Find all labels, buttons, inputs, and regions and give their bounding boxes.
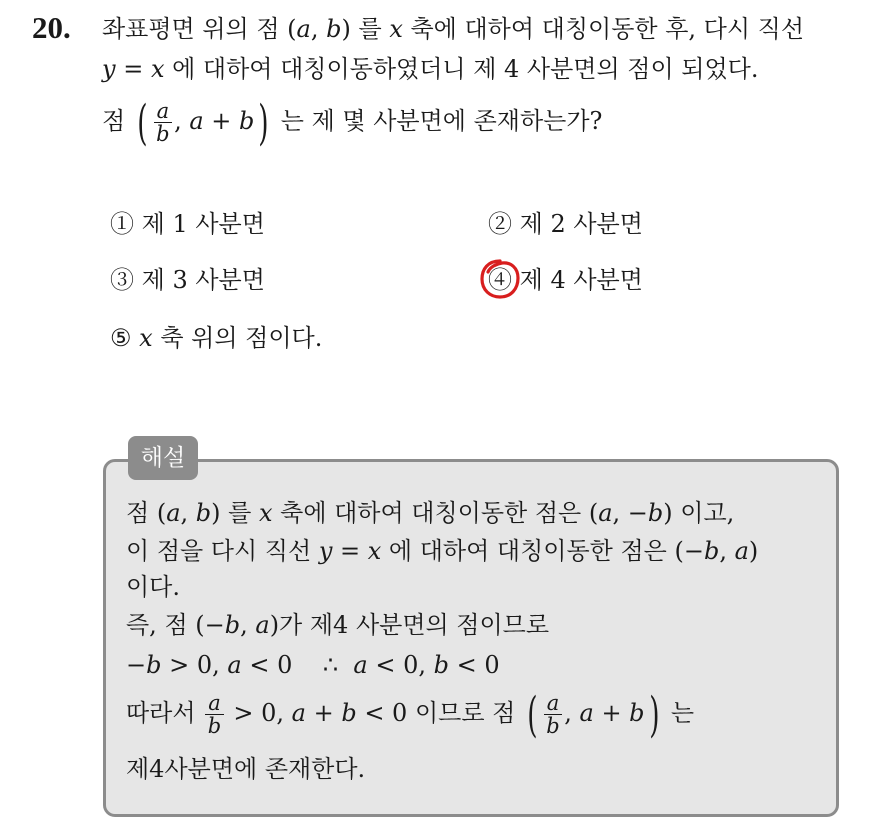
answer-circle-mark [478, 257, 522, 301]
solution-line-2 [126, 534, 758, 568]
solution-text: 점 ( [126, 499, 167, 527]
question-text: 좌표평면 위의 점 ( [102, 15, 297, 43]
question-line-3 [102, 94, 603, 151]
fraction [544, 692, 563, 737]
solution-line-3: 이다. [126, 573, 180, 601]
left-paren: ( [527, 686, 538, 743]
choice-marker: ① [110, 210, 134, 238]
var-b: b [195, 499, 212, 527]
var-b: b [433, 651, 449, 679]
fraction [205, 692, 224, 737]
question-text: 축에 대하여 대칭이동한 후, 다시 직선 [402, 15, 805, 43]
choice-label: 제 2 사분면 [519, 210, 643, 238]
choice-marker: ② [488, 210, 512, 238]
left-paren: ( [137, 94, 148, 151]
solution-text: , − [612, 499, 648, 527]
solution-text: 축에 대하여 대칭이동한 점은 ( [272, 499, 599, 527]
solution-text: < 0 이므로 점 [356, 699, 516, 727]
var-a: a [296, 15, 311, 43]
var-x: x [367, 537, 382, 565]
comma: , [174, 107, 190, 135]
question-text: 는 제 몇 사분면에 존재하는가? [280, 107, 603, 135]
solution-text: < 0 [448, 651, 500, 679]
choice-label: 제 1 사분면 [141, 210, 265, 238]
solution-line-4 [126, 608, 549, 642]
var-y: y [318, 537, 333, 565]
expression: a + b [291, 699, 357, 727]
var-y: y [102, 55, 116, 83]
solution-line-7: 제4사분면에 존재한다. [126, 755, 366, 783]
expression: a + b [189, 107, 255, 135]
question-text: ) 를 [341, 15, 390, 43]
expression: a + b [579, 699, 645, 727]
solution-text: 에 대하여 대칭이동한 점은 (− [381, 537, 704, 565]
fraction-denominator: b [546, 714, 560, 738]
solution-text: ) 이고, [663, 499, 735, 527]
solution-text: )가 제4 사분면의 점이므로 [269, 611, 550, 639]
solution-text: < 0 ∴ [241, 651, 354, 679]
var-b: b [703, 537, 720, 565]
solution-text: ) 를 [211, 499, 259, 527]
comma: , [564, 699, 580, 727]
solution-text: 따라서 [126, 699, 196, 727]
var-b: b [647, 499, 664, 527]
choice-label: 제 4 사분면 [519, 266, 643, 294]
var-x: x [150, 55, 165, 83]
solution-line-5 [126, 648, 500, 682]
question-line-2 [102, 52, 758, 86]
choice-2[interactable] [488, 208, 643, 240]
solution-text: 즉, 점 (− [126, 611, 225, 639]
solution-text: 는 [670, 699, 695, 727]
solution-line-6 [126, 686, 695, 743]
question-line-1 [102, 12, 804, 46]
solution-text: < 0, [367, 651, 434, 679]
var-x: x [258, 499, 273, 527]
var-a: a [353, 651, 368, 679]
fraction [154, 100, 173, 145]
solution-text: > 0, [225, 699, 292, 727]
comma: , [240, 611, 256, 639]
var-b: b [146, 651, 162, 679]
right-paren: ) [648, 686, 660, 743]
fraction-numerator: a [154, 100, 173, 123]
fraction-denominator: b [156, 122, 170, 146]
var-b: b [224, 611, 241, 639]
fraction-numerator: a [544, 692, 563, 715]
equals-sign: = [332, 537, 368, 565]
comma: , [180, 499, 196, 527]
fraction-numerator: a [205, 692, 224, 715]
var-a: a [598, 499, 613, 527]
choice-1[interactable] [110, 208, 265, 240]
var-x: x [389, 15, 403, 43]
var-a: a [255, 611, 270, 639]
choice-marker: ③ [110, 266, 134, 294]
solution-text: 이 점을 다시 직선 [126, 537, 319, 565]
question-number: 20. [32, 10, 71, 45]
solution-tab: 해설 [128, 436, 198, 480]
fraction-denominator: b [207, 714, 222, 738]
solution-line-1 [126, 496, 734, 530]
var-a: a [734, 537, 749, 565]
question-text: 에 대하여 대칭이동하였더니 제 4 사분면의 점이 되었다. [164, 55, 759, 83]
choice-label: 축 위의 점이다. [152, 324, 323, 352]
comma: , [719, 537, 735, 565]
choice-5[interactable] [110, 322, 322, 354]
choice-marker: ⑤ [110, 324, 132, 352]
var-b: b [326, 15, 342, 43]
minus-sign: − [126, 651, 147, 679]
solution-text: ) [748, 537, 759, 565]
var-a: a [227, 651, 242, 679]
choice-3[interactable] [110, 264, 265, 296]
solution-text: > 0, [161, 651, 228, 679]
comma: , [310, 15, 327, 43]
var-x: x [139, 324, 153, 352]
equals-sign: = [115, 55, 151, 83]
var-a: a [166, 499, 181, 527]
question-text: 점 [102, 107, 126, 135]
choice-label: 제 3 사분면 [141, 266, 265, 294]
right-paren: ) [258, 94, 269, 151]
choice-marker: ④ [488, 266, 512, 294]
